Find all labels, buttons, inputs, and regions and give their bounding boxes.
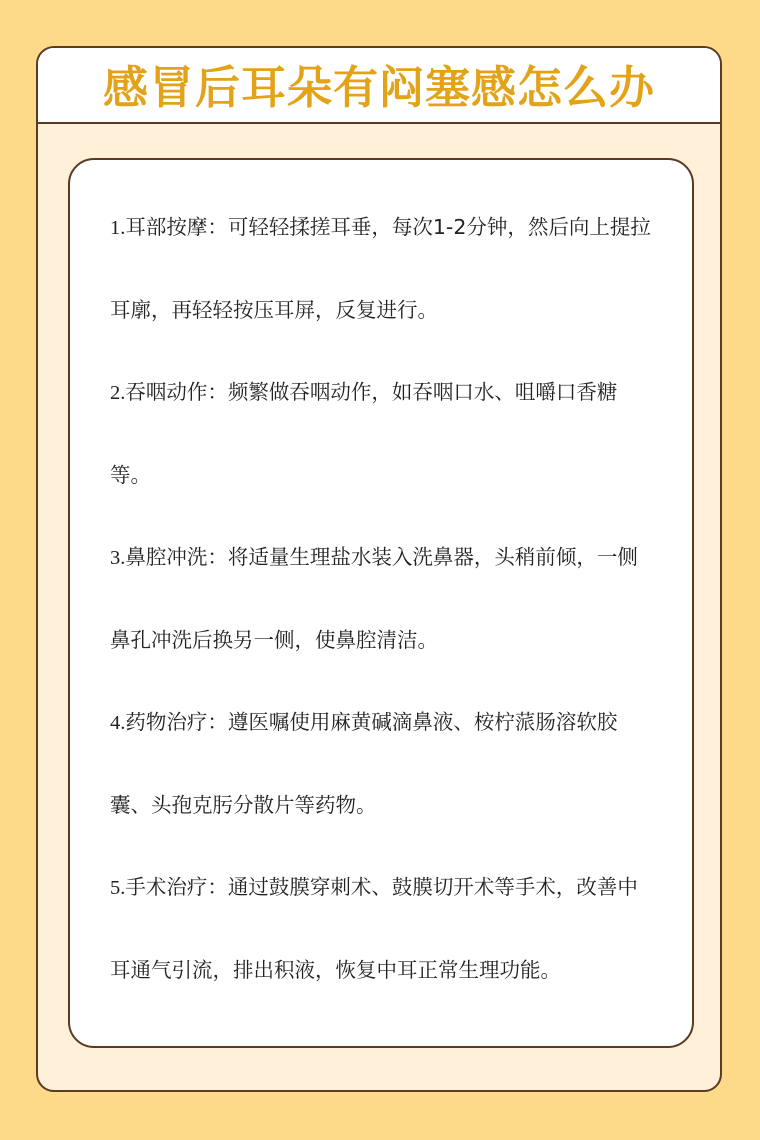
- outer-card: [36, 46, 722, 1092]
- item-number: 4.: [110, 712, 126, 734]
- list-item: [110, 681, 654, 846]
- item-text: 吞咽动作：频繁做吞咽动作，如吞咽口水、咀嚼口香糖等。: [110, 380, 618, 487]
- item-text: 鼻腔冲洗：将适量生理盐水装入洗鼻器，头稍前倾，一侧鼻孔冲洗后换另一侧，使鼻腔清洁。: [110, 545, 638, 652]
- item-number: 2.: [110, 382, 126, 404]
- item-number: 5.: [110, 877, 126, 899]
- list-item: [110, 186, 654, 351]
- list-item: [110, 516, 654, 681]
- title-band: [38, 48, 720, 124]
- content-box: [68, 158, 694, 1048]
- list-item: [110, 351, 654, 516]
- item-number: 1.: [110, 217, 126, 239]
- item-text: 手术治疗：通过鼓膜穿刺术、鼓膜切开术等手术，改善中耳通气引流，排出积液，恢复中耳正常生理功能。: [110, 875, 638, 982]
- list-item: [110, 846, 654, 1011]
- item-text: 药物治疗：遵医嘱使用麻黄碱滴鼻液、桉柠蒎肠溶软胶囊、头孢克肟分散片等药物。: [110, 710, 618, 817]
- item-text: 耳部按摩：可轻轻揉搓耳垂，每次1-2分钟，然后向上提拉耳廓，再轻轻按压耳屏，反复进行。: [110, 215, 651, 322]
- page-title: 感冒后耳朵有闷塞感怎么办: [102, 61, 655, 114]
- item-number: 3.: [110, 547, 126, 569]
